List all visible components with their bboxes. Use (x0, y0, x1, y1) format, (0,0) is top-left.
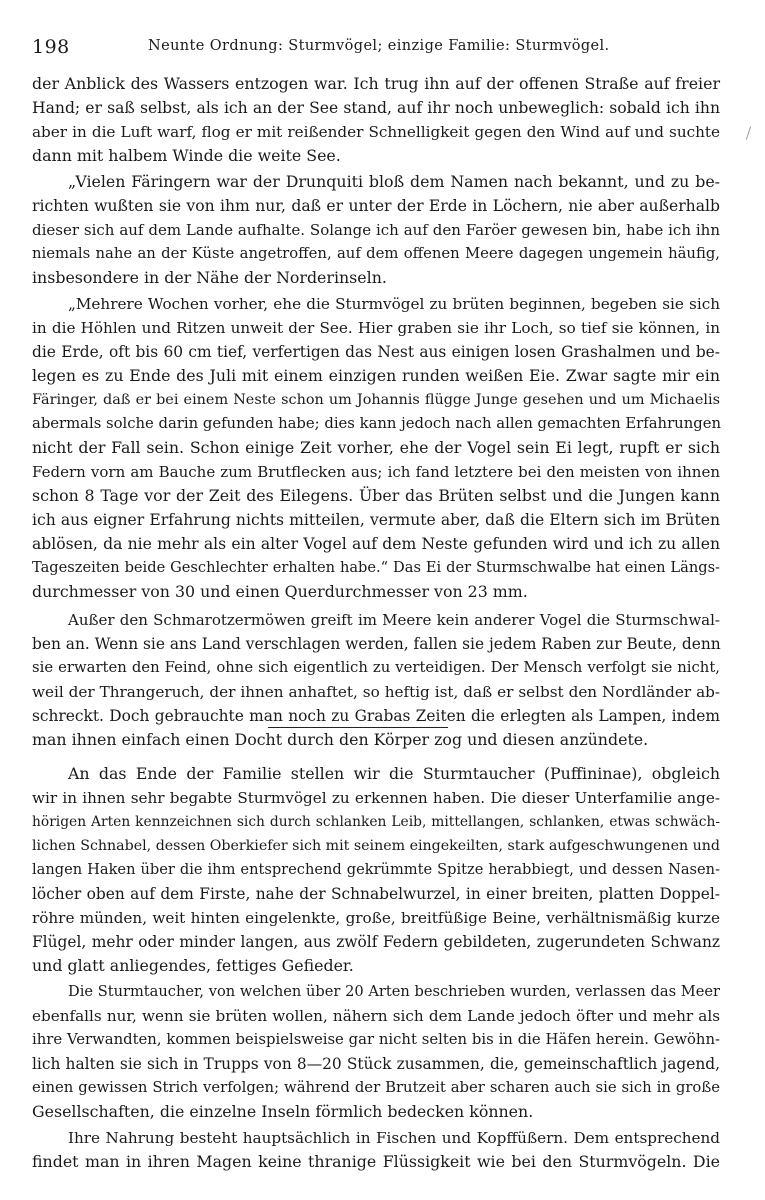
text-line: legen es zu Ende des Juli mit einem einzigen runden weißen Eie. Zwar sagte mir ein (32, 366, 720, 385)
text-line: richten wußten sie von ihm nur, daß er unter der Erde in Löchern, nie aber außerhalb (32, 197, 720, 215)
text-line: ablösen, da nie mehr als ein alter Vogel auf dem Neste gefunden wird und ich zu allen (32, 535, 720, 553)
text-line: nicht der Fall sein. Schon einige Zeit vorher, ehe der Vogel sein Ei legt, rupft er sich (32, 438, 720, 457)
text-line: sie erwarten den Feind, ohne sich eigentlich zu verteidigen. Der Mensch verfolgt sie nicht, (32, 659, 720, 676)
text-line: Gesellschaften, die einzelne Inseln förmlich bedecken können. (32, 1102, 534, 1121)
text-line: An das Ende der Familie stellen wir die Sturmtaucher (Puffininae), obgleich (68, 764, 720, 783)
text-line: durchmesser von 30 und einen Querdurchmesser von 23 mm. (32, 582, 528, 601)
text-line: schon 8 Tage vor der Zeit des Eilegens. Über das Brüten selbst und die Jungen kann (32, 486, 720, 505)
page-number: 198 (32, 36, 70, 58)
text-line: man ihnen einfach einen Docht durch den Körper zog und diesen anzündete. (32, 730, 649, 749)
text-line: ben an. Wenn sie ans Land verschlagen werden, fallen sie jedem Raben zur Beute, denn (32, 635, 721, 653)
text-line: abermals solche darin gefunden habe; dies kann jedoch nach allen gemachten Erfahrungen (32, 415, 721, 432)
text-line: „Mehrere Wochen vorher, ehe die Sturmvögel zu brüten beginnen, begeben sie sich (68, 295, 720, 313)
text-line: aber in die Luft warf, flog er mit reißender Schnelligkeit gegen den Wind auf und suchte (32, 123, 720, 141)
text-line: ihre Verwandten, kommen beispielsweise gar nicht selten bis in die Häfen herein. Gewöhn- (32, 1031, 720, 1048)
text-line: dann mit halbem Winde die weite See. (32, 146, 341, 165)
section-divider (268, 727, 448, 728)
text-line: und glatt anliegendes, fettiges Gefieder. (32, 956, 354, 975)
page-header (32, 36, 732, 62)
text-line: schreckt. Doch gebrauchte man noch zu Grabas Zeiten die erlegten als Lampen, indem (32, 707, 720, 725)
text-line: langen Haken über die ihm entsprechend gekrümmte Spitze herabbiegt, und dessen Nasen- (32, 861, 720, 878)
text-line: Tageszeiten beide Geschlechter erhalten habe.“ Das Ei der Sturmschwalbe hat einen Längs- (32, 559, 720, 576)
margin-pencil-mark (746, 126, 751, 140)
text-line: Ihre Nahrung besteht hauptsächlich in Fischen und Kopffüßern. Dem entsprechend (68, 1129, 720, 1147)
text-line: Färinger, daß er bei einem Neste schon um Johannis flügge Junge gesehen und um Michaelis (32, 392, 720, 408)
text-line: einen gewissen Strich verfolgen; während der Brutzeit aber scharen auch sie sich in große (32, 1079, 720, 1096)
running-head: Neunte Ordnung: Sturmvögel; einzige Familie: Sturmvögel. (148, 38, 610, 54)
text-line: insbesondere in der Nähe der Norderinseln. (32, 268, 387, 287)
text-line: löcher oben auf dem Firste, nahe der Schnabelwurzel, in einer breiten, platten Doppel- (32, 885, 720, 903)
text-line: wir in ihnen sehr begabte Sturmvögel zu erkennen haben. Die dieser Unterfamilie ange- (32, 789, 720, 807)
text-line: „Vielen Färingern war der Drunquiti bloß dem Namen nach bekannt, und zu be- (68, 172, 720, 191)
text-line: dieser sich auf dem Lande aufhalte. Solange ich auf den Faröer gewesen bin, habe ich ihn (32, 221, 720, 239)
text-line: Hand; er saß selbst, als ich an der See stand, auf ihr noch unbeweglich: sobald ich ihn (32, 99, 720, 117)
text-line: röhre münden, weit hinten eingelenkte, große, breitfüßige Beine, verhältnismäßig kurze (32, 909, 720, 927)
text-line: weil der Thrangeruch, der ihnen anhaftet, so heftig ist, daß er selbst den Nordländer ab- (32, 683, 720, 701)
text-line: Federn vorn am Bauche zum Brutflecken aus; ich fand letztere bei den meisten von ihnen (32, 463, 720, 481)
text-line: Außer den Schmarotzermöwen greift im Meere kein anderer Vogel die Sturmschwal- (68, 611, 720, 629)
text-line: niemals nahe an der Küste angetroffen, auf dem offenen Meere dagegen ungemein häufig, (32, 245, 720, 262)
text-line: ich aus eigner Erfahrung nichts mitteilen, vermute aber, daß die Eltern sich im Brüten (32, 511, 720, 529)
text-line: findet man in ihren Magen keine thranige Flüssigkeit wie bei den Sturmvögeln. Die (32, 1152, 720, 1171)
text-line: lich halten sie sich in Trupps von 8—20 Stück zusammen, die, gemeinschaftlich jagend, (32, 1055, 720, 1073)
text-line: ebenfalls nur, wenn sie brüten wollen, nähern sich dem Lande jedoch öfter und mehr als (32, 1007, 720, 1025)
text-line: hörigen Arten kennzeichnen sich durch schlanken Leib, mittellangen, schlanken, etwas schwäch- (32, 814, 720, 830)
text-line: Die Sturmtaucher, von welchen über 20 Arten beschrieben wurden, verlassen das Meer (68, 983, 720, 1000)
text-line: in die Höhlen und Ritzen unweit der See. Hier graben sie ihr Loch, so tief sie können, in (32, 319, 720, 337)
text-line: Flügel, mehr oder minder langen, aus zwölf Federn gebildeten, zugerundeten Schwanz (32, 933, 720, 951)
text-line: lichen Schnabel, dessen Oberkiefer sich mit seinem eingekeilten, stark aufgeschwungenen und (32, 838, 720, 854)
text-line: die Erde, oft bis 60 cm tief, verfertigen das Nest aus einigen losen Grashalmen und be- (32, 343, 720, 361)
text-line: der Anblick des Wassers entzogen war. Ich trug ihn auf der offenen Straße auf freier (32, 74, 720, 93)
